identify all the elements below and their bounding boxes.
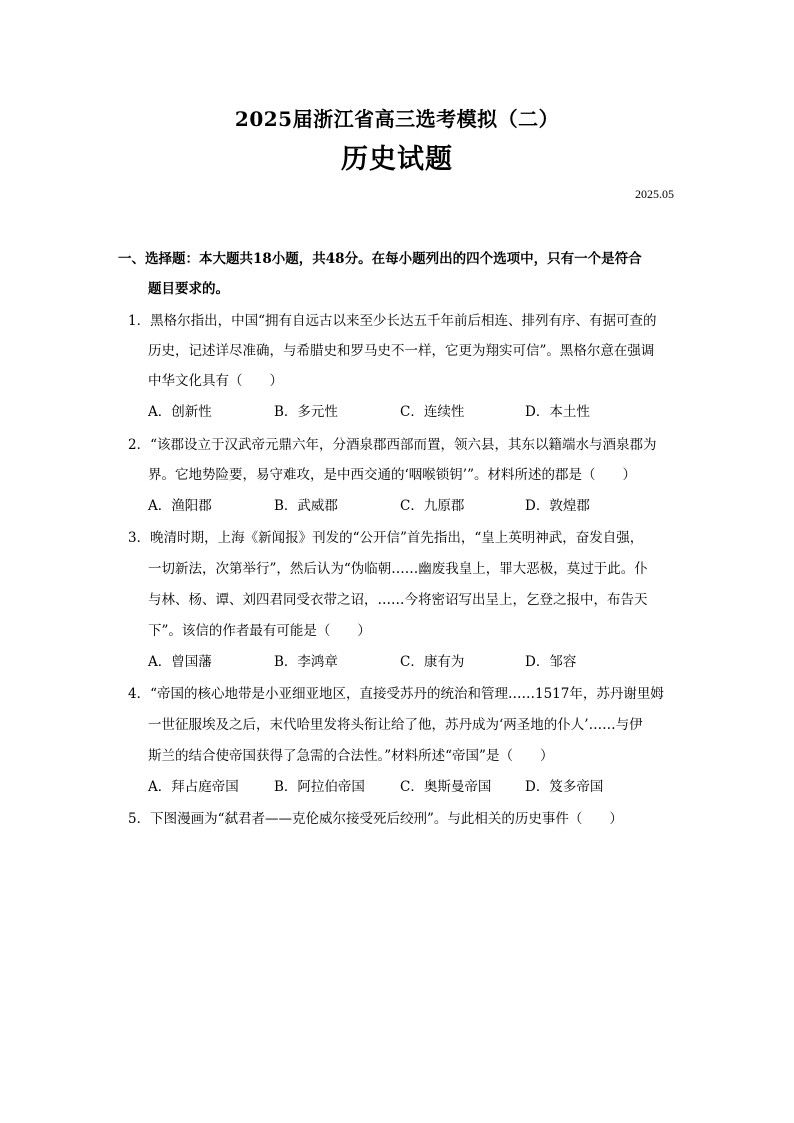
question-1-option-a[interactable]: A．创新性 — [148, 404, 212, 420]
question-3-line-3: 与林、杨、谭、刘四君同受衣带之诏，……今将密诏写出呈上，乞登之报中，布告天 — [148, 592, 648, 608]
question-1-option-b[interactable]: B．多元性 — [274, 404, 338, 420]
question-5-line-1: 5．下图漫画为“弑君者——克伦威尔接受死后绞刑”。与此相关的历史事件（ ） — [128, 811, 623, 827]
exam-subject-title: 历史试题 — [341, 144, 453, 175]
question-3-option-b[interactable]: B．李鸿章 — [274, 654, 338, 670]
exam-date: 2025.05 — [635, 187, 674, 201]
question-4-option-c[interactable]: C．奥斯曼帝国 — [400, 779, 492, 795]
question-4-line-1: 4．“帝国的核心地带是小亚细亚地区，直接受苏丹的统治和管理……1517年，苏丹谢里姆 — [128, 686, 664, 702]
question-4-option-a[interactable]: A．拜占庭帝国 — [148, 779, 239, 795]
section-heading-line-2: 题目要求的。 — [148, 281, 229, 297]
question-3-option-c[interactable]: C．康有为 — [400, 654, 465, 670]
question-1-option-d[interactable]: D．本土性 — [525, 404, 590, 420]
question-4-option-d[interactable]: D．笈多帝国 — [525, 779, 604, 795]
question-3-line-2: 一切新法，次第举行”，然后认为“伪临朝……幽废我皇上，罪大恶极，莫过于此。仆 — [148, 561, 648, 577]
question-2-line-1: 2．“该郡设立于汉武帝元鼎六年，分酒泉郡西部而置，领六县，其东以籍端水与酒泉郡为 — [128, 437, 657, 453]
question-2-option-b[interactable]: B．武威郡 — [274, 498, 338, 514]
exam-title: 2025届浙江省高三选考模拟（二） — [234, 107, 560, 131]
question-2-option-c[interactable]: C．九原郡 — [400, 498, 465, 514]
question-1-option-c[interactable]: C．连续性 — [400, 404, 465, 420]
question-2-option-a[interactable]: A．渔阳郡 — [148, 498, 212, 514]
question-4-line-2: 一世征服埃及之后，末代哈里发将头衔让给了他，苏丹成为‘两圣地的仆人’……与伊 — [148, 717, 643, 733]
section-heading-line-1: 一、选择题：本大题共18小题，共48分。在每小题列出的四个选项中，只有一个是符合 — [118, 251, 642, 267]
question-1-line-3: 中华文化具有（ ） — [148, 373, 283, 389]
question-1-line-2: 历史，记述详尽准确，与希腊史和罗马史不一样，它更为翔实可信”。黑格尔意在强调 — [148, 343, 655, 359]
question-3-option-d[interactable]: D．邹容 — [525, 654, 577, 670]
question-4-line-3: 斯兰的结合使帝国获得了急需的合法性。”材料所述“帝国”是（ ） — [148, 748, 554, 764]
question-3-line-1: 3．晚清时期，上海《新闻报》刊发的“公开信”首先指出，“皇上英明神武，奋发自强， — [128, 530, 644, 546]
question-3-option-a[interactable]: A．曾国藩 — [148, 654, 212, 670]
question-4-option-b[interactable]: B．阿拉伯帝国 — [274, 779, 365, 795]
question-1-line-1: 1．黑格尔指出，中国“拥有自远古以来至少长达五千年前后相连、排列有序、有据可查的 — [128, 313, 657, 329]
question-2-line-2: 界。它地势险要，易守难攻，是中西交通的‘咽喉锁钥’”。材料所述的郡是（ ） — [148, 467, 636, 483]
question-2-option-d[interactable]: D．敦煌郡 — [525, 498, 590, 514]
question-3-line-4: 下”。该信的作者最有可能是（ ） — [148, 623, 371, 639]
